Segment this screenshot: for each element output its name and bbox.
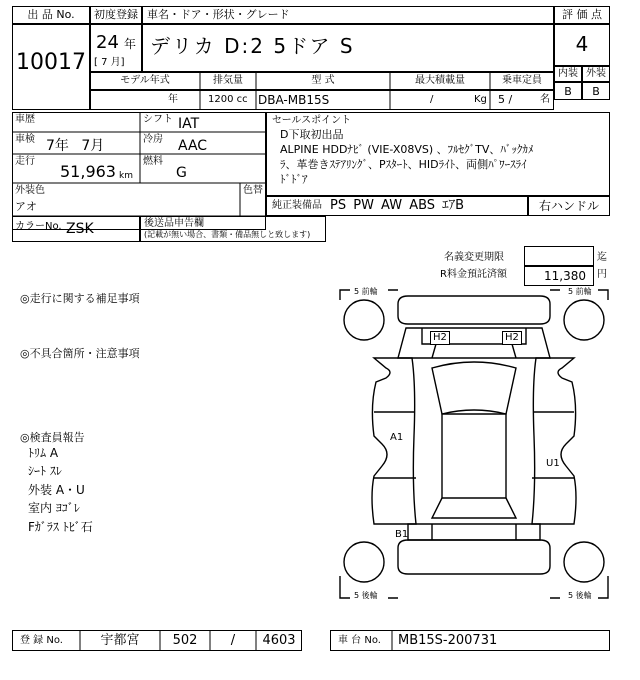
fuel-label: 燃料 (143, 156, 163, 167)
inspector-title: ◎検査員報告 (20, 431, 85, 444)
inspector-item: ｼｰﾄ ｽﾚ (28, 464, 62, 478)
shift-label: シフト (143, 114, 173, 125)
inspector-item: ﾄﾘﾑ A (28, 446, 59, 460)
inspection-value: 7年 7月 (46, 138, 105, 154)
equipment-value: PS PW AW ABS ｴｱB (330, 198, 465, 213)
after-sent-label: 後送品申告欄 (144, 218, 204, 229)
max-load-slash: / (430, 94, 434, 105)
score-value: 4 (575, 32, 589, 56)
tire-tread-front-right: 5 前輪 (568, 287, 592, 296)
shift-value: IAT (178, 116, 200, 132)
type-value: DBA-MB15S (258, 93, 330, 107)
mileage-value: 51,963 (60, 162, 116, 181)
tire-tread-rear-left: 5 後輪 (354, 591, 378, 600)
inspector-item: Fｶﾞﾗｽ ﾄﾋﾞ石 (28, 520, 93, 534)
max-load-label: 最大積載量 (415, 75, 465, 86)
first-registration-month: [ 7 月] (94, 57, 125, 68)
inspection-label: 車検 (15, 134, 35, 145)
sales-point-line: ALPINE HDDﾅﾋﾞ (VIE-X08VS) 、ﾌﾙｾｸﾞTV、ﾊﾞｯｸｶﾒ (280, 143, 534, 156)
equipment-label: 純正装備品 (272, 200, 322, 211)
displacement-value: 1200 cc (208, 94, 248, 105)
defects-title: ◎不具合箇所・注意事項 (20, 347, 140, 360)
registration-kana: / (230, 633, 236, 648)
capacity-value: 5 / (498, 93, 513, 106)
mileage-unit: km (119, 171, 133, 181)
capacity-label: 乗車定員 (502, 75, 542, 86)
capacity-unit: 名 (540, 94, 550, 105)
sales-point-line: D下取初出品 (280, 128, 344, 141)
first-registration-year: 24 (96, 32, 119, 53)
interior-grade: B (564, 85, 572, 98)
history-label: 車歴 (15, 114, 35, 125)
model-year-unit: 年 (168, 94, 178, 105)
damage-mark-h2-right: H2 (502, 331, 522, 345)
damage-mark-h2-left: H2 (430, 331, 450, 345)
fuel-value: G (176, 165, 187, 181)
recycle-unit: 円 (597, 269, 607, 280)
registration-number: 4603 (262, 633, 296, 648)
registration-class: 502 (172, 633, 198, 648)
max-load-unit: Kg (474, 94, 487, 105)
inspector-item: 外装 A・U (28, 483, 85, 497)
car-name: デリカ D:2 5ドア S (150, 34, 355, 58)
name-change-label: 名義変更期限 (444, 252, 504, 263)
tire-tread-rear-right: 5 後輪 (568, 591, 592, 600)
color-value: アオ (15, 200, 37, 213)
first-registration-year-unit: 年 (124, 37, 137, 51)
color-no-value: ZSK (66, 221, 94, 237)
chassis-number: MB15S-200731 (398, 633, 498, 648)
type-label: 型 式 (311, 75, 335, 86)
sales-point-label: セールスポイント (272, 115, 352, 126)
name-change-unit: 迄 (597, 252, 607, 263)
first-registration-label: 初度登録 (94, 8, 138, 21)
damage-mark-a1: A1 (390, 432, 404, 443)
steering-value: 右ハンドル (538, 199, 599, 213)
sales-point-line: ﾄﾞﾄﾞｱ (280, 173, 308, 186)
lot-label: 出 品 No. (27, 8, 75, 21)
car-name-label: 車名・ドア・形状・グレード (147, 8, 290, 21)
lot-number: 10017 (16, 50, 86, 75)
color-label: 外装色 (15, 185, 45, 196)
sales-point-line: ﾗ、革巻きｽﾃｱﾘﾝｸﾞ、Pｽﾀｰﾄ、HIDﾗｲﾄ、両側ﾊﾟﾜｰｽﾗｲ (280, 158, 527, 171)
interior-label: 内装 (558, 68, 578, 79)
exterior-grade: B (592, 85, 600, 98)
registration-label: 登 録 No. (20, 635, 63, 646)
chassis-label: 車 台 No. (338, 635, 381, 646)
color-no-label: カラーNo. (15, 221, 62, 232)
recycle-label: R料金預託済額 (440, 269, 507, 280)
after-sent-note: (記載が無い場合、書類・備品無しと致します) (144, 230, 311, 239)
mileage-label: 走行 (15, 156, 35, 167)
damage-mark-b1: B1 (395, 529, 409, 540)
repaint-label: 色替 (243, 185, 263, 196)
tire-tread-front-left: 5 前輪 (354, 287, 378, 296)
score-label: 評 価 点 (562, 8, 602, 21)
displacement-label: 排気量 (213, 75, 243, 86)
registration-place: 宇都宮 (100, 633, 140, 648)
ac-label: 冷房 (143, 134, 163, 145)
recycle-value: 11,380 (544, 269, 586, 283)
damage-mark-u1: U1 (546, 458, 560, 469)
ac-value: AAC (178, 138, 208, 154)
exterior-label: 外装 (586, 68, 606, 79)
inspector-item: 室内 ﾖｺﾞﾚ (28, 501, 80, 515)
model-year-label: モデル年式 (120, 75, 170, 86)
supplement-title: ◎走行に関する補足事項 (20, 292, 140, 305)
